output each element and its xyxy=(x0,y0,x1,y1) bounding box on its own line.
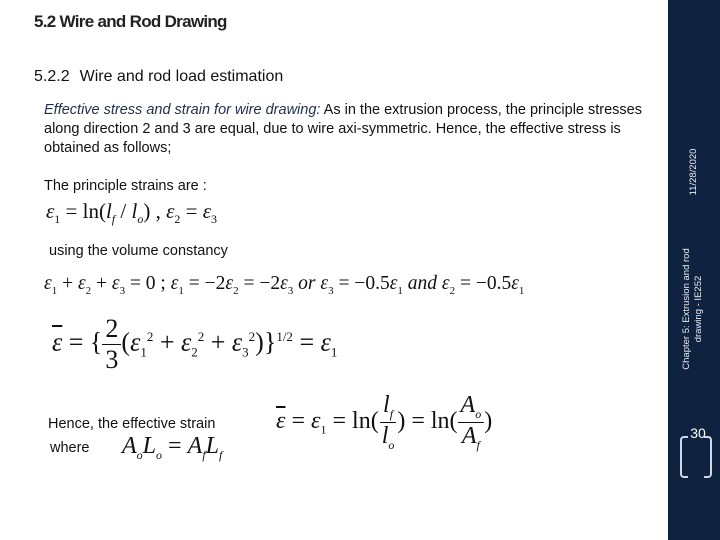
intro-rest: As in the extrusion process, the principle stresses along direction 2 and 3 are equal, due to wire axi-symmetric. Hence, the effective stress is obtained as follows; xyxy=(44,102,642,156)
section-heading xyxy=(34,68,283,86)
principal-strains-label: The principle strains are : xyxy=(44,178,207,194)
fraction-two-thirds: $\frac{2}{3}$ xyxy=(102,314,121,375)
equation-effective-strain: $\overline{\varepsilon}$ = { $\frac{2}{3}$ $(\varepsilon_1^2 + \varepsilon_2^2 + \varepsilon_3^2)\}^{1/2} = \varepsilon_1$ xyxy=(52,314,338,374)
equation-effective-strain-result: $\overline{\varepsilon} = \varepsilon_1 = \ln$( $\frac{l_f}{l_o}$ ) = ln( $\frac{A_o}{A_f}$ ) xyxy=(276,392,493,452)
sidebar-chapter xyxy=(681,234,707,384)
intro-italic: Effective stress and strain for wire drawing: xyxy=(44,102,321,118)
fraction-areas: $\frac{A_o}{A_f}$ xyxy=(458,392,485,453)
sidebar-chapter-line1: Chapter 5: Extrusion and rod xyxy=(681,248,692,370)
slide-title: 5.2 Wire and Rod Drawing xyxy=(34,12,227,31)
sidebar-date: 11/28/2020 xyxy=(688,148,699,196)
section-title: Wire and rod load estimation xyxy=(79,68,284,85)
intro-paragraph xyxy=(44,101,669,158)
equation-volume-constancy: $\varepsilon_1 + \varepsilon_2 + \varepsilon_3 = 0$ ; $\varepsilon_1 = -2\varepsilon_2 = -2\varepsilon_3$ or $\varepsilon_3 = -0.5\varepsilon_1$ and $\varepsilon_2 = -0.5\varepsilon_1$ xyxy=(44,273,525,297)
page-number: 30 xyxy=(690,425,706,441)
page-bracket-left xyxy=(680,436,688,478)
equation-volume-relation: $A_oL_o = A_fL_f$ xyxy=(122,433,223,462)
section-number: 5.2.2 xyxy=(34,68,70,85)
sidebar-chapter-line2: drawing - IE252 xyxy=(693,275,704,343)
where-label: where xyxy=(50,440,90,456)
effective-strain-label: Hence, the effective strain xyxy=(48,416,216,432)
volume-constancy-label: using the volume constancy xyxy=(49,243,228,259)
page-bracket-right xyxy=(704,436,712,478)
fraction-lengths: $\frac{l_f}{l_o}$ xyxy=(381,392,395,452)
equation-principal-strains: $\varepsilon_1 = \ln(l_f / l_o)$ , $\varepsilon_2 = \varepsilon_3$ xyxy=(46,199,217,227)
